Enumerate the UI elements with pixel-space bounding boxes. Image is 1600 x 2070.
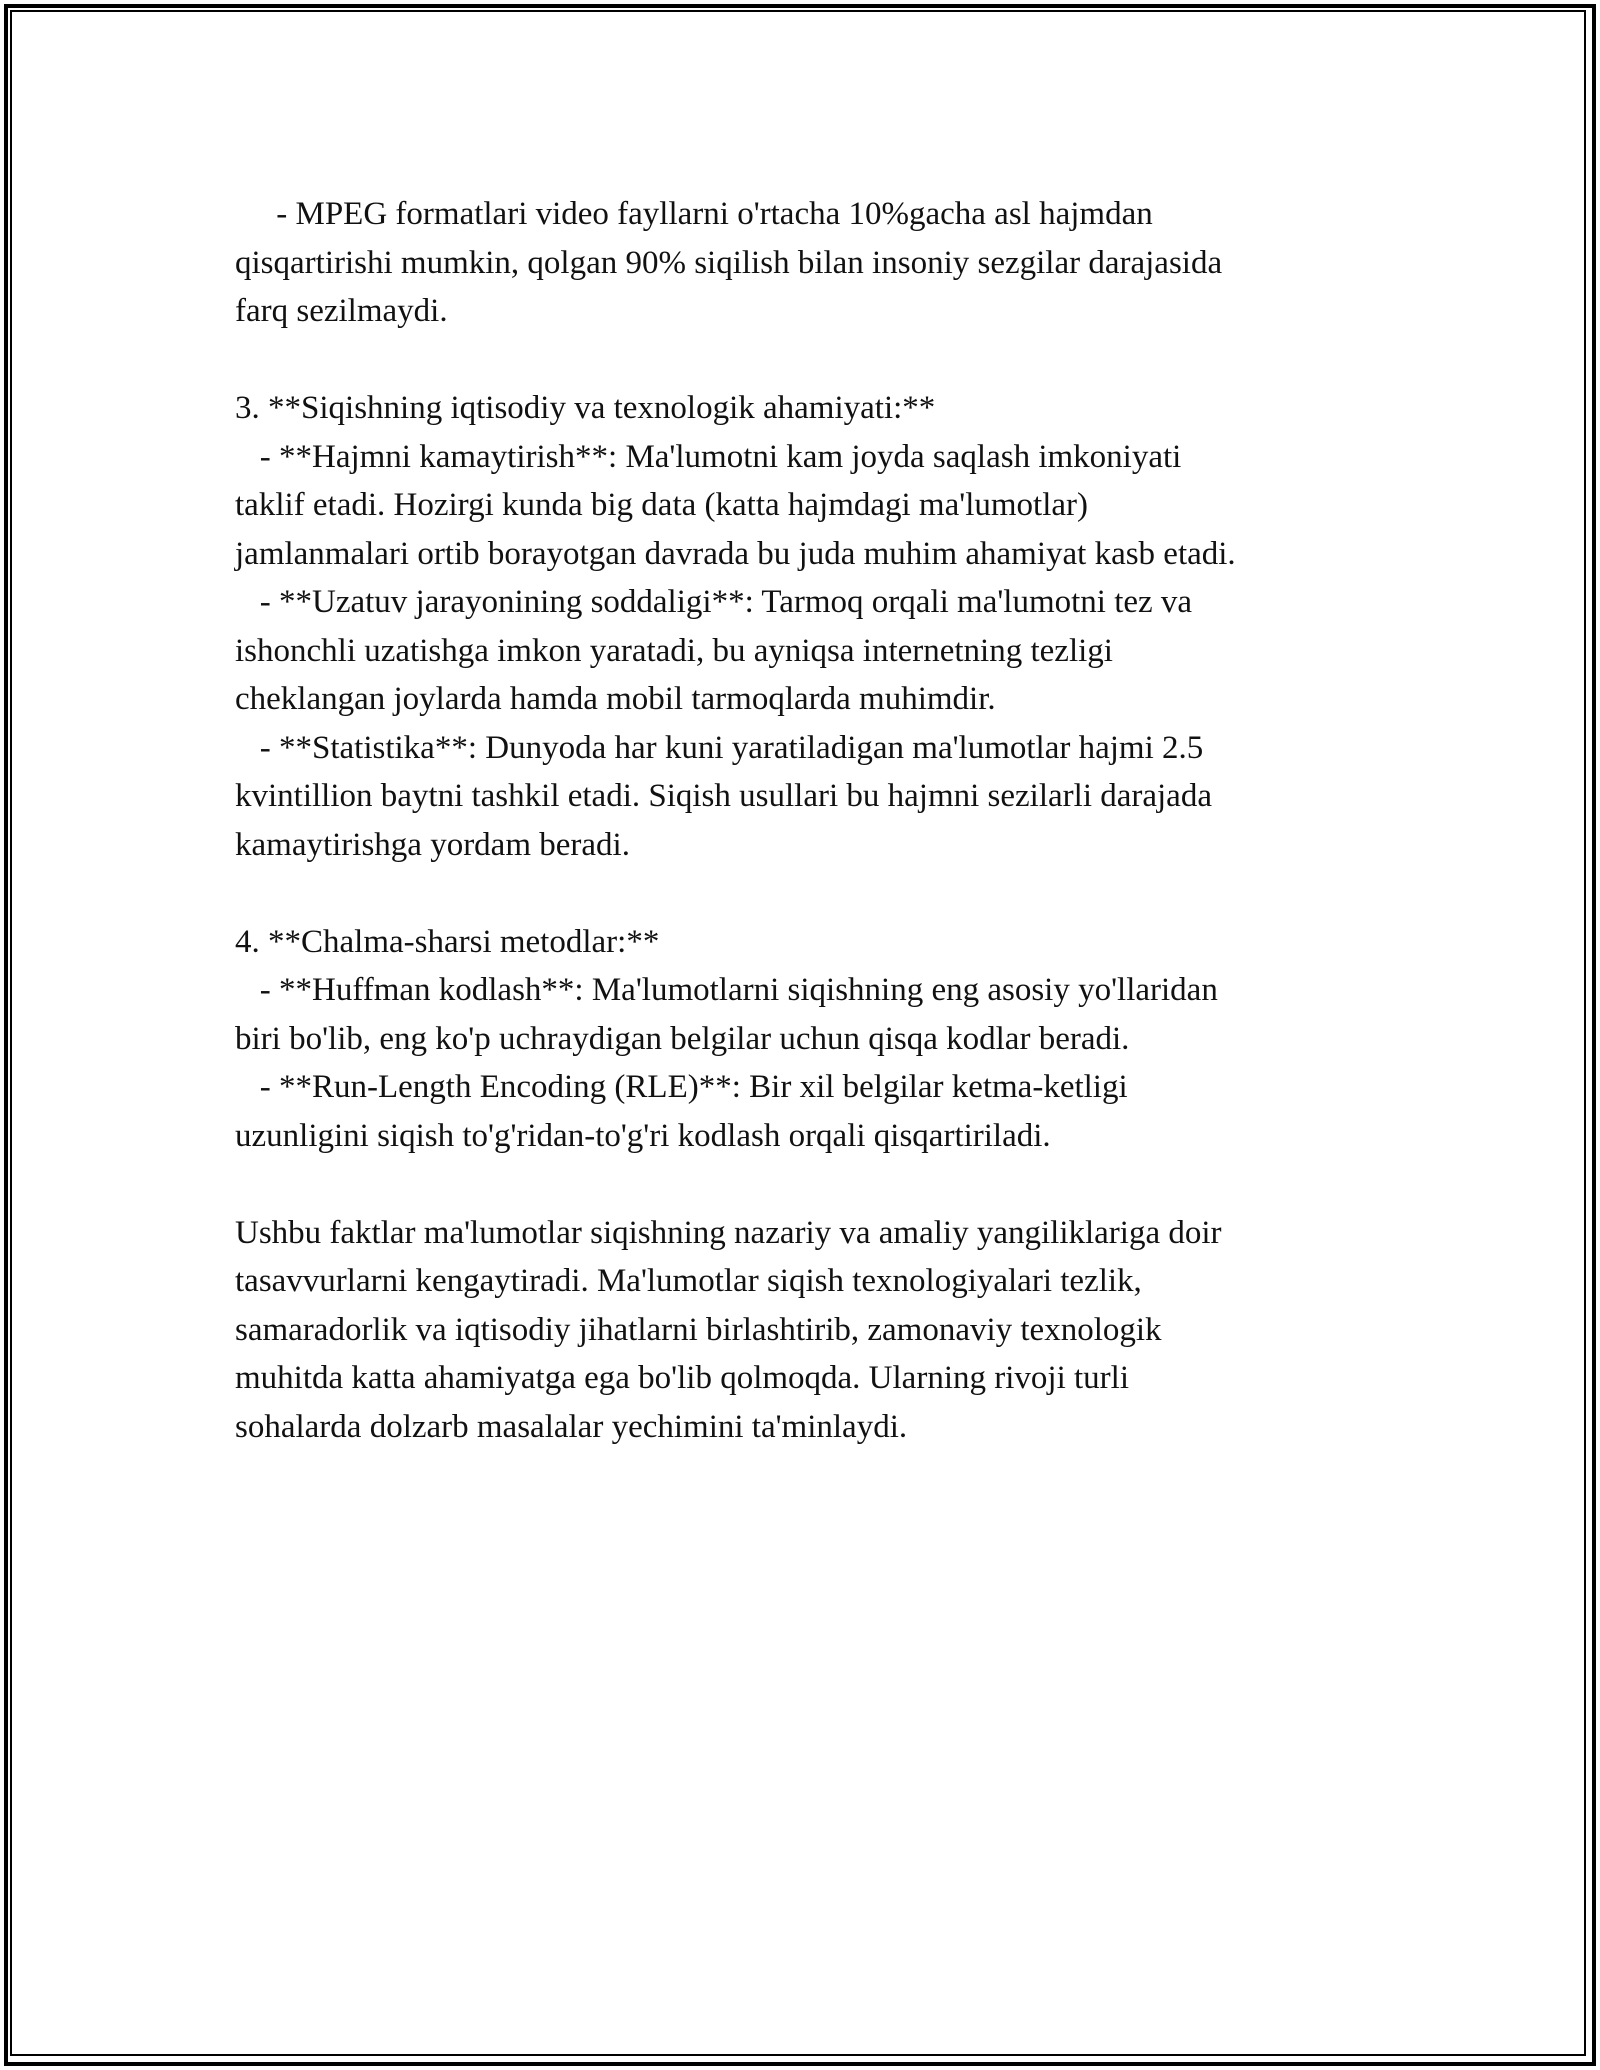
text-line: samaradorlik va iqtisodiy jihatlarni birlashtirib, zamonaviy texnologik <box>235 1311 1162 1348</box>
text-line: - **Hajmni kamaytirish**: Ma'lumotni kam joyda saqlash imkoniyati <box>235 438 1182 475</box>
mpeg-paragraph <box>235 190 1395 336</box>
text-line: farq sezilmaydi. <box>235 293 448 329</box>
text-line: taklif etadi. Hozirgi kunda big data (katta hajmdagi ma'lumotlar) <box>235 487 1088 523</box>
text-line: jamlanmalari ortib borayotgan davrada bu juda muhim ahamiyat kasb etadi. <box>235 535 1236 572</box>
paragraph-gap <box>235 869 1395 918</box>
section-4 <box>235 918 1395 1161</box>
text-line: kamaytirishga yordam beradi. <box>235 826 630 863</box>
paragraph-gap <box>235 1160 1395 1209</box>
text-line: ishonchli uzatishga imkon yaratadi, bu ayniqsa internetning tezligi <box>235 632 1113 669</box>
text-line: - MPEG formatlari video fayllarni o'rtacha 10%gacha asl hajmdan <box>235 196 1153 232</box>
text-line: uzunligini siqish to'g'ridan-to'g'ri kodlash orqali qisqartiriladi. <box>235 1117 1051 1154</box>
text-line: kvintillion baytni tashkil etadi. Siqish usullari bu hajmni sezilarli darajada <box>235 778 1212 814</box>
section-4-heading: 4. **Chalma-sharsi metodlar:** <box>235 923 660 960</box>
section-3 <box>235 384 1395 869</box>
text-line: - **Statistika**: Dunyoda har kuni yaratiladigan ma'lumotlar hajmi 2.5 <box>235 729 1204 766</box>
document-body <box>235 190 1395 1451</box>
paragraph-gap <box>235 336 1395 385</box>
text-line: cheklangan joylarda hamda mobil tarmoqlarda muhimdir. <box>235 681 996 717</box>
section-3-heading: 3. **Siqishning iqtisodiy va texnologik ahamiyati:** <box>235 390 936 426</box>
text-line: muhitda katta ahamiyatga ega bo'lib qolmoqda. Ularning rivoji turli <box>235 1360 1129 1396</box>
text-line: biri bo'lib, eng ko'p uchraydigan belgilar uchun qisqa kodlar beradi. <box>235 1020 1130 1057</box>
text-line: - **Run-Length Encoding (RLE)**: Bir xil belgilar ketma-ketligi <box>235 1069 1128 1105</box>
text-line: qisqartirishi mumkin, qolgan 90% siqilish bilan insoniy sezgilar darajasida <box>235 244 1223 281</box>
text-line: sohalarda dolzarb masalalar yechimini ta'minlaydi. <box>235 1408 908 1445</box>
text-line: - **Huffman kodlash**: Ma'lumotlarni siqishning eng asosiy yo'llaridan <box>235 972 1218 1008</box>
text-line: Ushbu faktlar ma'lumotlar siqishning nazariy va amaliy yangiliklariga doir <box>235 1214 1222 1251</box>
text-line: - **Uzatuv jarayonining soddaligi**: Tarmoq orqali ma'lumotni tez va <box>235 584 1193 620</box>
conclusion-paragraph <box>235 1209 1395 1452</box>
text-line: tasavvurlarni kengaytiradi. Ma'lumotlar siqish texnologiyalari tezlik, <box>235 1263 1142 1299</box>
